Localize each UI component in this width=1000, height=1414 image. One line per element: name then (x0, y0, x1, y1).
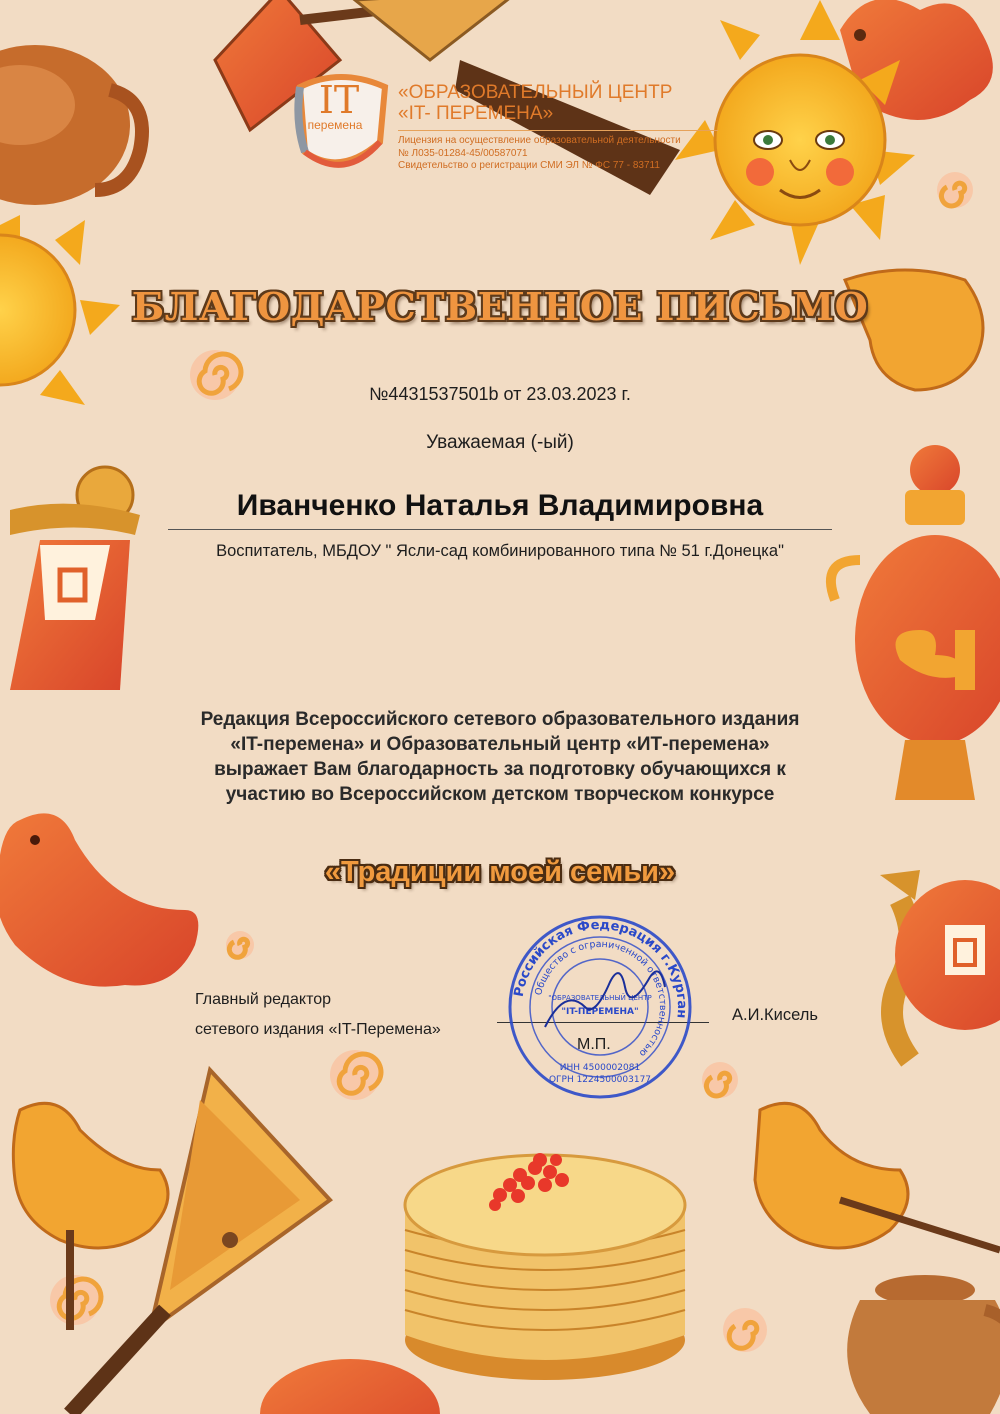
stamp-outer-path: Российская Федерация г.Курган (511, 917, 690, 1019)
stamp-center-small: "ОБРАЗОВАТЕЛЬНЫЙ ЦЕНТР (548, 994, 652, 1002)
logo-mark-text: IT (318, 78, 360, 122)
organization-header (398, 82, 738, 173)
recipient-underline (168, 529, 832, 530)
teapot-icon (260, 1359, 440, 1414)
rooster-icon (0, 813, 198, 986)
stamp-inn: ИНН 4500002081 (559, 1063, 641, 1073)
license-line1: Лицензия на осуществление образовательной деятельности (398, 135, 681, 146)
org-name-line1: «ОБРАЗОВАТЕЛЬНЫЙ ЦЕНТР (398, 82, 673, 103)
straw-doll-icon (880, 870, 1000, 1060)
certificate-title: БЛАГОДАРСТВЕННОЕ ПИСЬМО (131, 284, 869, 329)
stamp-center-big: "IT-ПЕРЕМЕНА" (561, 1007, 639, 1017)
certificate-number: №4431537501b от 23.03.2023 г. (369, 384, 631, 404)
registration-line: Свидетельство о регистрации СМИ ЭЛ № ФС 77 - 83711 (398, 160, 660, 171)
editor-name: А.И.Кисель (732, 1006, 818, 1024)
stamp-place-label: М.П. (577, 1036, 611, 1053)
jug-icon (0, 45, 142, 205)
stamp-ogrn: ОГРН 1224500003177 (548, 1075, 652, 1085)
license-line2: № Л035-01284-45/00587071 (398, 147, 528, 159)
signatory-role (195, 985, 441, 1045)
org-divider (398, 130, 718, 131)
signatory-role-line1: Главный редактор (195, 991, 332, 1008)
stamp-inner-path: Общество с ограниченной ответственностью (533, 938, 669, 1059)
pancakes-icon (405, 1153, 685, 1380)
rooster-icon (755, 1103, 1000, 1250)
contest-name: «Традиции моей семьи» (324, 856, 676, 888)
recipient-position: Воспитатель, МБДОУ " Ясли-сад комбинированного типа № 51 г.Донецка" (216, 542, 784, 560)
logo-sub-text: перемена (307, 118, 363, 132)
gratitude-text: Редакция Всероссийского сетевого образовательного издания «IT-перемена» и Образовательный центр «ИТ-перемена» выражает Вам благодарность за подготовку обучающихся к участию во Всероссийском детском творческом конкурсе (200, 709, 800, 805)
org-name-line2: «IT- ПЕРЕМЕНА» (398, 103, 554, 124)
logo (290, 80, 380, 132)
salutation: Уважаемая (-ый) (426, 432, 574, 453)
official-stamp (505, 912, 695, 1102)
teapot-icon (847, 1275, 1000, 1414)
recipient-name: Иванченко Наталья Владимировна (236, 489, 764, 522)
signatory-role-line2: сетевого издания «IT-Перемена» (195, 1021, 441, 1038)
